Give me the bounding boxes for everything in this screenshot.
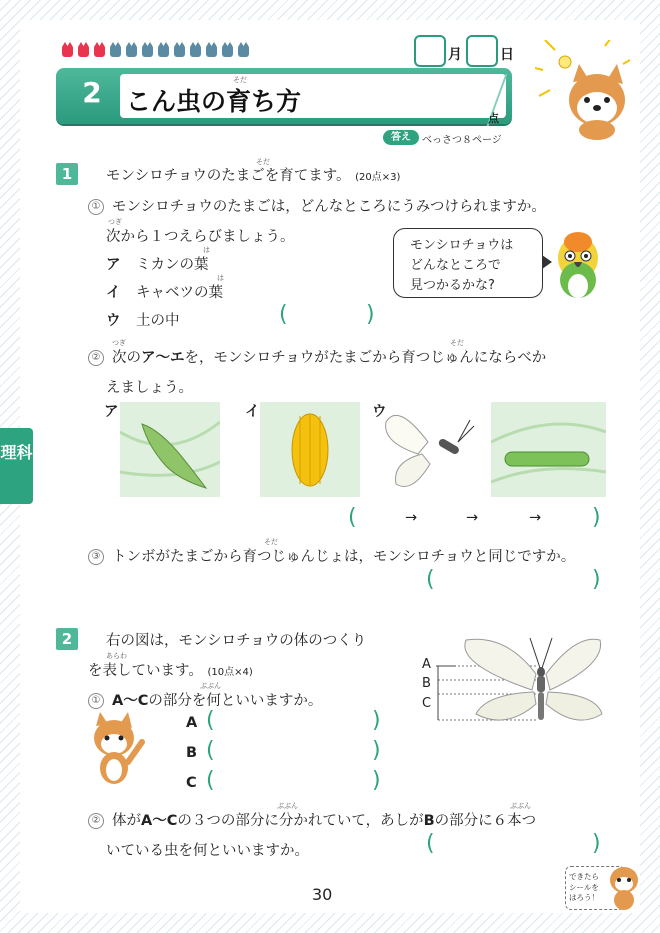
cat-icon [126,46,137,57]
day-label: 日 [500,47,514,63]
image-label-u: ウ [372,404,387,420]
q1-sub1-ruby: つぎ [108,218,122,226]
q1-sub2-line1 [88,346,546,367]
q2-lead-ruby: あらわ [106,652,127,660]
title-bar [56,68,512,124]
option-key-u: ウ [106,313,121,329]
q1-sub1-text: モンシロチョウのたまごは，どんなところにうみつけられますか。 [112,199,546,215]
bubble-line-3: 見つかるかな? [410,278,495,293]
q2-lead-line1: 右の図は，モンシロチョウの体のつくり [106,633,367,649]
q2-sub2-ruby-1: ぶぶん [277,802,298,810]
q2-sub1-text: の部分を何といいますか。 [148,693,323,709]
image-label-i: イ [245,404,260,420]
q1-sub2-num: ② [88,350,104,366]
q1-sub2-bold: ア〜エ [141,350,185,366]
cat-icon [142,46,153,57]
q2-sub2-ruby-2: ぶぶん [510,802,531,810]
adult-butterfly-image [378,402,478,497]
q1-sub2-ruby-soda: そだ [450,339,464,347]
day-input-box[interactable] [466,35,498,67]
answer-paren-open: ( [206,708,215,733]
answer-paren-close: ) [372,708,381,733]
q1-lead [106,164,400,185]
q1-sub2-pre: 次の [112,350,141,366]
row-label-c: C [186,775,197,791]
title-ruby: そだ [233,76,247,84]
answer-reference: べっさつ８ページ [422,135,502,146]
bubble-line-1: モンシロチョウは [410,238,514,253]
sticker-line-1: できたら [569,872,599,881]
q2-sub2-pre: 体が [112,813,141,829]
cat-icon [94,46,105,57]
answer-paren-open: ( [426,567,435,592]
q2-sub2-mid: の３つの部分に分かれていて，あしが [177,813,424,829]
dog-mascot-corner [606,862,642,912]
cat-icon [190,46,201,57]
score-label: 点 [488,112,499,125]
q2-sub2-post: の部分に６本つ [434,813,537,829]
cat-icon [62,46,73,57]
option-ruby-i: は [217,274,224,282]
cat-icon [174,46,185,57]
order-arrow: → [405,510,418,526]
option-text-u: 土の中 [136,313,180,329]
answer-paren-close: ) [592,567,601,592]
q1-sub2-ruby-tsugi: つぎ [112,339,126,347]
q2-sub1-bold: A〜C [112,693,149,709]
sticker-line-3: はろう！ [569,893,599,902]
q2-b-answer-field[interactable] [220,740,370,766]
dog-mascot-lightbulb [535,40,630,140]
cat-icon [158,46,169,57]
answer-paren-close: ) [372,738,381,763]
q2-sub2-bold2: B [423,813,435,829]
q2-sub2-bold1: A〜C [141,813,178,829]
diagram-label-c: C [422,696,432,711]
row-label-b: B [186,745,198,761]
answer-paren-open: ( [348,505,357,530]
q1-sub3-num: ③ [88,549,104,565]
cat-icon [206,46,217,57]
answer-paren-open: ( [279,302,288,327]
answer-paren-open: ( [426,831,435,856]
cat-icon [78,46,89,57]
bubble-line-2: どんなところで [410,258,501,273]
cat-icon [222,46,233,57]
option-ruby-a: は [203,246,210,254]
page-title: こん虫の育ち方 [126,87,302,116]
q1-sub1-line2: 次から１つえらびましょう。 [106,229,295,245]
q1-2-answer-field[interactable] [362,506,590,532]
q2-sub2-line2: いている虫を何といいますか。 [106,843,309,859]
q1-sub2-line2: えましょう。 [106,380,193,396]
answer-paren-close: ) [372,768,381,793]
option-text-a: ミカンの葉 [136,257,209,273]
q2-sub1-line [88,689,322,710]
order-arrow: → [466,510,479,526]
egg-image [260,402,360,497]
q2-2-answer-field[interactable] [440,833,590,859]
dog-mascot-waving [86,712,148,790]
option-key-a: ア [106,257,121,273]
subject-side-tab: 理科 [0,428,33,504]
caterpillar-image [491,402,606,497]
option-text-i: キャベツの葉 [136,285,223,301]
pupa-image [120,402,220,497]
question-2-number: 2 [56,628,78,650]
sticker-line-2: シールを [569,883,599,892]
q2-points: (10点×4) [207,667,253,678]
q1-lead-ruby: そだ [256,158,270,166]
q2-sub1-num: ① [88,693,104,709]
row-label-a: A [186,715,198,731]
q2-lead-line2 [88,659,253,680]
month-label: 月 [448,47,462,63]
q1-points: (20点×3) [355,172,401,183]
lesson-number: 2 [82,76,102,109]
q1-sub3-line [88,545,575,566]
answer-paren-open: ( [206,738,215,763]
q2-c-answer-field[interactable] [220,770,370,796]
answer-paren-close: ) [592,831,601,856]
diagram-label-a: A [422,657,431,672]
image-label-a: ア [104,404,119,420]
cat-icon [238,46,249,57]
option-key-i: イ [106,285,121,301]
q2-sub2-line1 [88,809,536,830]
cat-icon [110,46,121,57]
q2-a-answer-field[interactable] [220,710,370,736]
q1-sub2-post: を，モンシロチョウがたまごから育つじゅんにならべか [184,350,547,366]
answer-paren-open: ( [206,768,215,793]
q1-sub1-line1 [88,195,546,216]
page-number: 30 [312,885,333,904]
q2-sub2-num: ② [88,813,104,829]
month-input-box[interactable] [414,35,446,67]
q1-1-answer-field[interactable] [292,304,364,330]
order-arrow: → [529,510,542,526]
q1-lead-text: モンシロチョウのたまごを育てます。 [106,168,351,184]
q1-sub3-ruby: そだ [264,538,278,546]
question-1-number: 1 [56,163,78,185]
q1-sub3-text: トンボがたまごから育つじゅんじょは，モンシロチョウと同じですか。 [112,549,576,565]
q2-sub1-ruby: ぶぶん [200,682,221,690]
butterfly-body-diagram [436,634,606,726]
q1-3-answer-field[interactable] [440,569,590,595]
diagram-label-b: B [422,676,431,691]
q2-lead2-text: を表しています。 [88,663,203,679]
answer-paren-close: ) [366,302,375,327]
answer-badge: 答え [383,130,419,145]
parrot-mascot [552,228,604,306]
answer-paren-close: ) [592,505,601,530]
q1-sub1-num: ① [88,199,104,215]
